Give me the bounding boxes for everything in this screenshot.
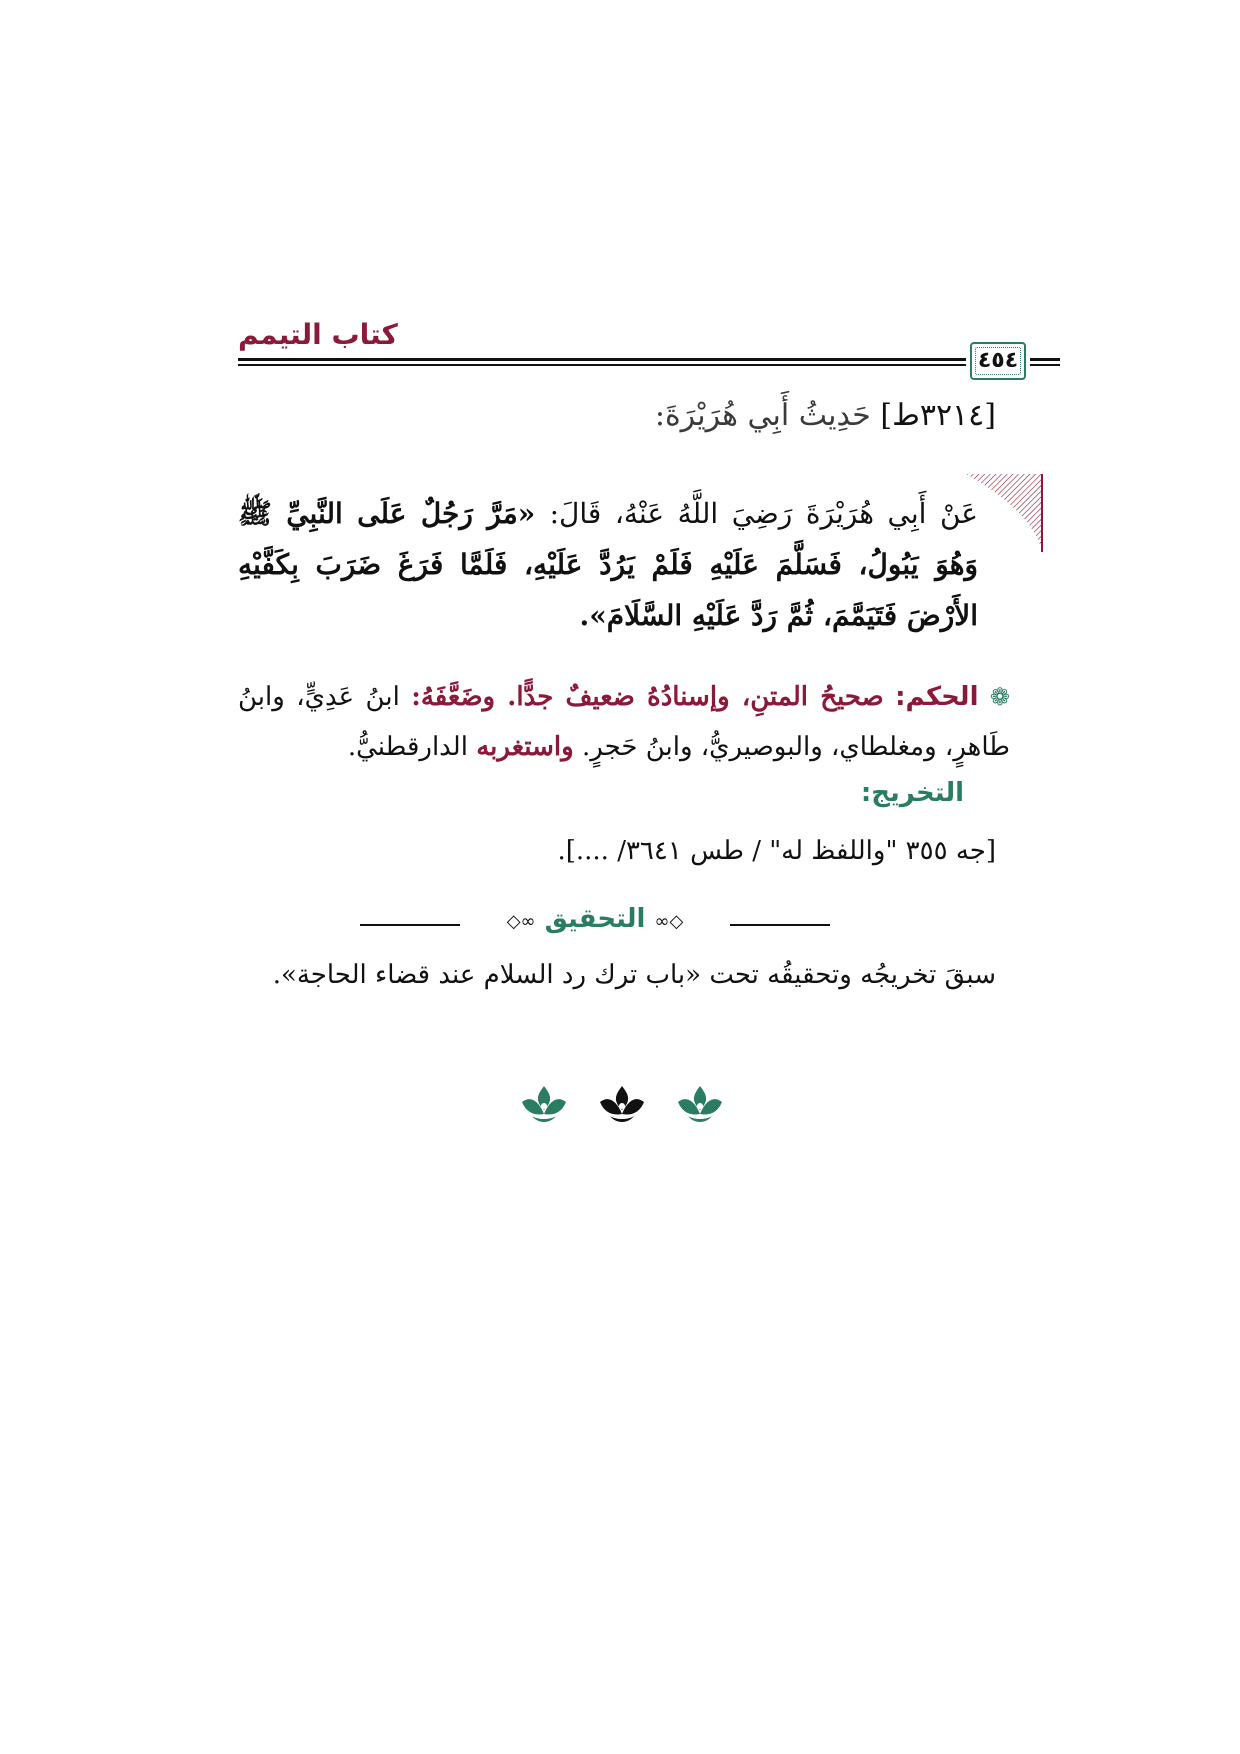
tahqiq-heading (360, 904, 830, 934)
header-rule-bottom (238, 364, 966, 366)
hadith-title: حَدِيثُ أَبِي هُرَيْرَةَ: (654, 398, 871, 433)
hadith-number: [٣٢١٤ط] (880, 398, 996, 433)
hadith-lead: عَنْ أَبِي هُرَيْرَةَ رَضِيَ اللَّهُ عَنْهُ، قَالَ: (549, 497, 978, 530)
lotus-ornament-icon (522, 1086, 566, 1122)
header-rule-top (238, 358, 966, 361)
book-title: كتاب التيمم (238, 318, 398, 351)
hadith-body (238, 488, 978, 641)
flourish-left-icon: ∞◇ (506, 911, 536, 932)
takhrij-text: [جه ٣٥٥ "واللفظ له" / طس ٣٦٤١/ ....]. (557, 836, 996, 866)
header-rule-short-top (1030, 358, 1060, 361)
takhrij-label: التخريج: (860, 778, 964, 808)
tahqiq-divider (360, 904, 830, 940)
page-number-frame (970, 342, 1026, 380)
hukm-verdict: صحيحُ المتنِ، وإسنادُهُ ضعيفٌ جدًّا. وضَعَّفَهُ: (411, 682, 884, 712)
lotus-ornament-icon (678, 1086, 722, 1122)
hukm-paragraph (238, 672, 1010, 772)
hadith-heading (655, 398, 996, 433)
page-number: ٤٥٤ (977, 348, 1019, 373)
hukm-weakeners: ابنُ عَدِيٍّ، وابنُ طَاهرٍ، ومغلطاي، والبوصيريُّ، وابنُ حَجرٍ. (238, 682, 1010, 762)
hukm-label: الحكم: (895, 682, 979, 712)
tahqiq-label: التحقيق (544, 904, 646, 934)
flourish-right-icon: ◇∞ (654, 911, 684, 932)
hukm-strange-label: واستغربه (476, 732, 574, 762)
tahqiq-text: سبقَ تخريجُه وتحقيقُه تحت «باب ترك رد السلام عند قضاء الحاجة». (272, 960, 996, 990)
hadith-matn: «مَرَّ رَجُلٌ عَلَى النَّبِيِّ ﷺ وَهُوَ يَبُولُ، فَسَلَّمَ عَلَيْهِ فَلَمْ يَرُدَّ عَلَيْهِ، فَلَمَّا فَرَغَ ضَرَبَ بِكَفَّيْهِ الأَرْضَ فَتَيَمَّمَ، ثُمَّ رَدَّ عَلَيْهِ السَّلَامَ». (238, 497, 978, 632)
header-rule-short-bottom (1030, 364, 1060, 366)
rosette-icon: ❁ (989, 683, 1011, 711)
hukm-strange-by: الدارقطنيُّ. (347, 732, 468, 762)
lotus-ornament-icon (600, 1086, 644, 1122)
closing-ornaments (512, 1080, 732, 1128)
